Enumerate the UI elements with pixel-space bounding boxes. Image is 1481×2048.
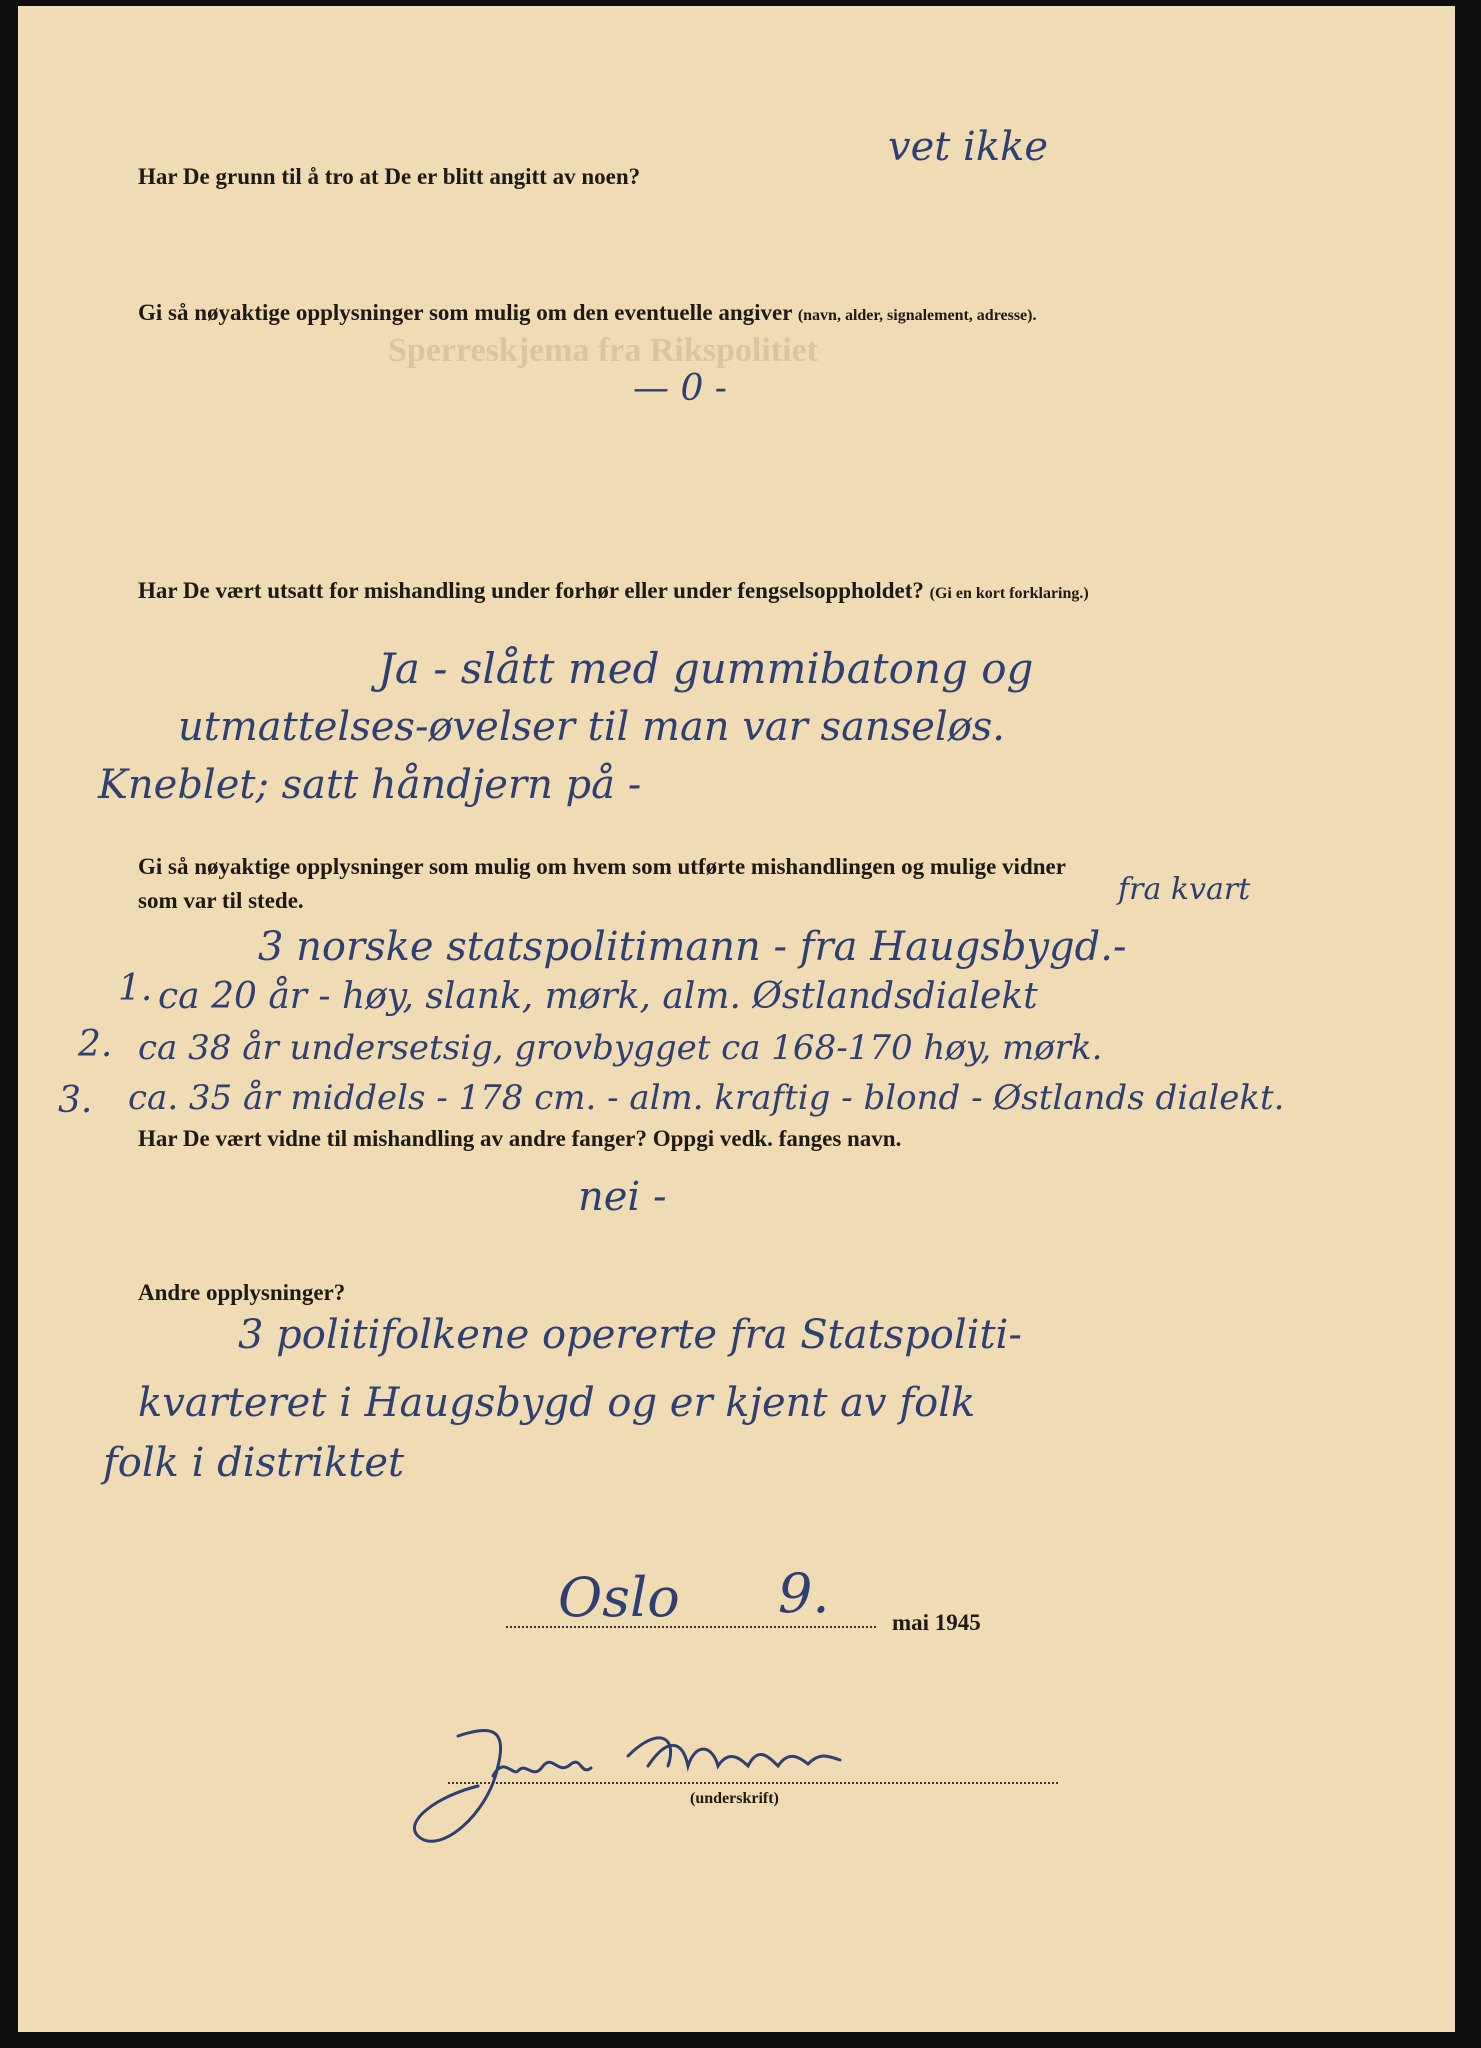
question-informer-main: Gi så nøyaktige opplysninger som mulig om den eventuelle angiver <box>138 300 793 325</box>
answer-perpetrators-intro: 3 norske statspolitimann - fra Haugsbygd.- <box>258 924 1127 970</box>
answer-informer: — 0 - <box>633 368 727 409</box>
answer-other-line-2: kvarteret i Haugsbygd og er kjent av folk <box>138 1380 976 1426</box>
answer-perpetrators-insert: fra kvart <box>1118 872 1251 907</box>
answer-mistreatment-line-3: Kneblet; satt håndjern på - <box>98 762 642 808</box>
answer-witness: nei - <box>578 1174 667 1220</box>
answer-mistreatment-line-1: Ja - slått med gummibatong og <box>378 644 1034 693</box>
question-informer <box>138 300 1036 326</box>
signature-label: (underskrift) <box>690 1790 779 1807</box>
question-informer-note: (navn, alder, signalement, adresse). <box>797 307 1037 324</box>
date-line <box>506 1626 876 1628</box>
perpetrator-item-3-number: 3. <box>58 1080 93 1121</box>
answer-other-line-1: 3 politifolkene opererte fra Statspoliti- <box>238 1312 1022 1358</box>
perpetrator-item-2: ca 38 år undersetsig, grovbygget ca 168-170 høy, mørk. <box>138 1028 1103 1068</box>
bleed-through-text: Sperreskjema fra Rikspolitiet <box>388 332 818 369</box>
question-witness: Har De vært vidne til mishandling av andre fanger? Oppgi vedk. fanges navn. <box>138 1126 902 1151</box>
signature-line <box>448 1782 1058 1784</box>
date-suffix: mai 1945 <box>892 1610 981 1635</box>
question-mistreatment-main: Har De vært utsatt for mishandling under forhør eller under fengselsoppholdet? <box>138 578 924 603</box>
date-day: 9. <box>778 1562 830 1625</box>
question-perpetrators-line-2: som var til stede. <box>138 888 304 913</box>
perpetrator-item-2-number: 2. <box>78 1024 113 1065</box>
date-place: Oslo <box>558 1566 680 1629</box>
question-denounced: Har De grunn til å tro at De er blitt angitt av noen? <box>138 164 641 189</box>
answer-other-line-3: folk i distriktet <box>103 1440 405 1486</box>
perpetrator-item-1: ca 20 år - høy, slank, mørk, alm. Østlandsdialekt <box>158 976 1038 1017</box>
perpetrator-item-1-number: 1. <box>118 968 153 1009</box>
form-page <box>18 6 1455 2032</box>
answer-mistreatment-line-2: utmattelses-øvelser til man var sanseløs. <box>178 704 1006 750</box>
signature-scribble <box>398 1706 958 1866</box>
question-perpetrators-line-1: Gi så nøyaktige opplysninger som mulig om hvem som utførte mishandlingen og mulige vidner <box>138 854 1066 879</box>
question-mistreatment <box>138 578 1089 604</box>
question-mistreatment-note: (Gi en kort forklaring.) <box>929 585 1089 602</box>
perpetrator-item-3: ca. 35 år middels - 178 cm. - alm. kraftig - blond - Østlands dialekt. <box>128 1078 1285 1118</box>
answer-denounced: vet ikke <box>888 124 1048 170</box>
question-other: Andre opplysninger? <box>138 1280 346 1305</box>
